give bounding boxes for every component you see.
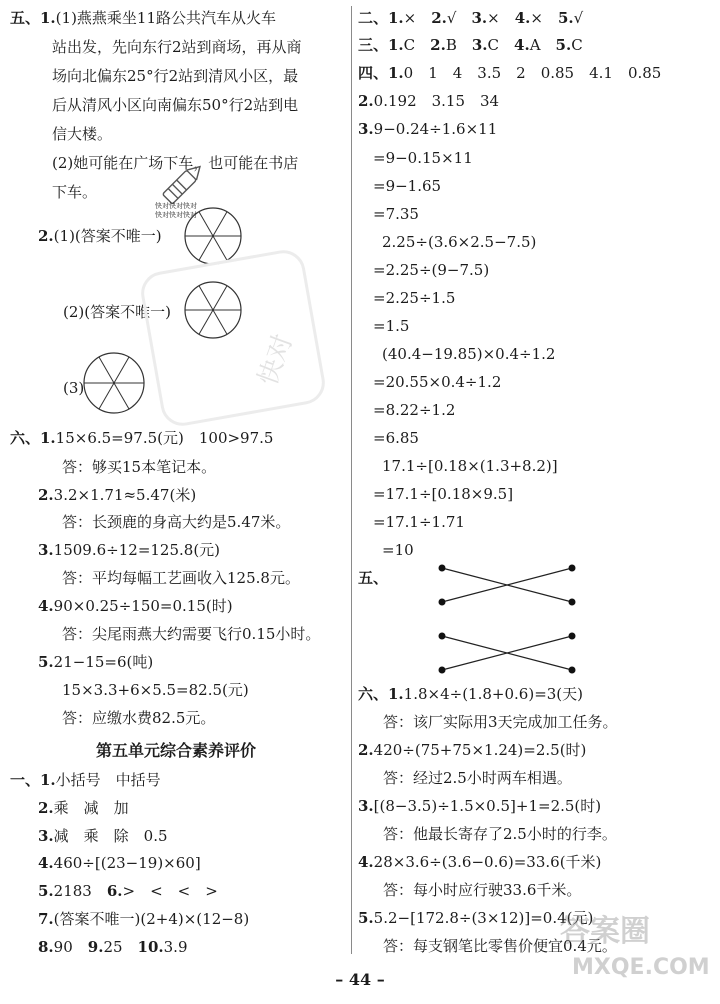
answer-text: 15×6.5=97.5(元) 100>97.5 xyxy=(55,429,274,447)
answer-line xyxy=(373,204,419,224)
circle-divided-in-six xyxy=(185,208,241,264)
answer-text: =2.25÷(9−7.5) xyxy=(373,261,490,279)
page-number: – 44 – xyxy=(335,970,385,989)
answer-text: (2)她可能在广场下车，也可能在书店 xyxy=(52,154,299,172)
question-number: 6. xyxy=(106,882,123,900)
answer-text: 3.2×1.71≈5.47(米) xyxy=(53,486,197,504)
answer-line xyxy=(373,260,489,280)
question-number: 5. xyxy=(38,653,54,671)
answer-text: =17.1÷1.71 xyxy=(373,513,465,531)
answer-text: (1)燕燕乘坐11路公共汽车从火车 xyxy=(55,9,277,27)
question-number: 2. xyxy=(38,486,54,504)
corner-watermark-title: 答案圈 xyxy=(560,914,650,949)
question-number: 9. xyxy=(87,938,104,956)
answer-text: × xyxy=(530,9,558,27)
question-number: 2. xyxy=(38,227,54,245)
question-number: 2. xyxy=(38,799,54,817)
answer-line xyxy=(373,512,465,532)
answer-text: 9−0.24÷1.6×11 xyxy=(373,120,498,138)
answer-line xyxy=(373,372,501,392)
answer-text: =2.25÷1.5 xyxy=(373,289,456,307)
matching-diagram xyxy=(420,560,600,680)
answer-line xyxy=(358,63,661,83)
answer-line xyxy=(358,119,497,139)
answer-text: C xyxy=(403,36,431,54)
answer-text: 乘 减 加 xyxy=(53,799,129,817)
corner-watermark-url: MXQE.COM xyxy=(572,955,710,980)
answer-text: 90×0.25÷150=0.15(时) xyxy=(53,597,233,615)
answer-line xyxy=(382,344,555,364)
answer-text: 90 xyxy=(53,938,88,956)
answer-text: 答：每小时应行驶33.6千米。 xyxy=(383,881,582,899)
answer-text: =10 xyxy=(382,541,414,559)
answer-line xyxy=(358,796,601,816)
answer-text: (1)(答案不唯一) xyxy=(53,227,162,245)
answer-line xyxy=(382,232,536,252)
answer-line xyxy=(373,316,409,336)
question-number: 2. xyxy=(430,36,446,54)
answer-line xyxy=(383,768,572,788)
answer-text: 28×3.6÷(3.6−0.6)=33.6(千米) xyxy=(373,853,602,871)
answer-text: × xyxy=(487,9,515,27)
answer-text: 21−15=6(吨) xyxy=(53,653,154,671)
question-number: 三、1. xyxy=(358,36,404,54)
answer-text: =17.1÷[0.18×9.5] xyxy=(373,485,514,503)
question-number: 3. xyxy=(38,541,54,559)
answer-line xyxy=(358,91,499,111)
question-number: 五、1. xyxy=(10,9,56,27)
question-number: 4. xyxy=(358,853,374,871)
question-number: 5. xyxy=(38,882,54,900)
answer-text: 减 乘 除 0.5 xyxy=(53,827,168,845)
match-dot xyxy=(569,667,576,674)
answer-line xyxy=(358,684,583,704)
answer-text: 2.25÷(3.6×2.5−7.5) xyxy=(382,233,537,251)
answer-text: (3) xyxy=(63,379,85,397)
answer-text: 1.8×4÷(1.8+0.6)=3(天) xyxy=(403,685,584,703)
answer-line xyxy=(383,712,618,732)
question-number: 2. xyxy=(431,9,447,27)
answer-text: 信大楼。 xyxy=(52,125,113,143)
question-number: 3. xyxy=(358,797,374,815)
answer-text: 答：该厂实际用3天完成加工任务。 xyxy=(383,713,618,731)
answer-text: 2183 xyxy=(53,882,107,900)
answer-text: × xyxy=(403,9,432,27)
question-number: 四、1. xyxy=(358,64,404,82)
answer-text: (40.4−19.85)×0.4÷1.2 xyxy=(382,345,556,363)
answer-text: [(8−3.5)÷1.5×0.5]+1=2.5(时) xyxy=(373,797,602,815)
answer-text: √ xyxy=(446,9,472,27)
answer-text: 1509.6÷12=125.8(元) xyxy=(53,541,221,559)
answer-text: √ xyxy=(573,9,584,27)
answer-text: 小括号 中括号 xyxy=(55,771,161,789)
question-number: 二、1. xyxy=(358,9,404,27)
answer-text: 后从清风小区向南偏东50°行2站到电 xyxy=(52,96,299,114)
question-number: 4. xyxy=(514,9,531,27)
question-number: 5. xyxy=(358,909,374,927)
answer-line xyxy=(373,400,455,420)
answer-text: =9−1.65 xyxy=(373,177,442,195)
answer-text: 460÷[(23−19)×60] xyxy=(53,854,201,872)
answer-text: 0 1 4 3.5 2 0.85 4.1 0.85 xyxy=(403,64,662,82)
match-dot xyxy=(439,633,446,640)
answer-text: 0.192 3.15 34 xyxy=(373,92,500,110)
answer-line xyxy=(358,908,593,928)
question-number: 8. xyxy=(38,938,54,956)
answer-line xyxy=(358,8,583,28)
answer-text: (2)(答案不唯一) xyxy=(63,303,171,321)
match-dot xyxy=(569,633,576,640)
question-number: 一、1. xyxy=(10,771,56,789)
answer-line xyxy=(358,568,388,588)
answer-text: 下车。 xyxy=(52,183,98,201)
answer-line xyxy=(373,176,441,196)
answer-text: =8.22÷1.2 xyxy=(373,401,456,419)
answer-line xyxy=(383,824,617,844)
answer-line xyxy=(358,852,601,872)
answer-text: =6.85 xyxy=(373,429,419,447)
answer-text: (答案不唯一)(2+4)×(12−8) xyxy=(53,910,250,928)
circle-divided-in-six xyxy=(84,353,144,413)
question-number: 10. xyxy=(137,938,164,956)
answer-text: 答：平均每幅工艺画收入125.8元。 xyxy=(62,569,300,587)
answer-text: 场向北偏东25°行2站到清风小区，最 xyxy=(52,67,299,85)
answer-text: 15×3.3+6×5.5=82.5(元) xyxy=(62,681,249,699)
question-number: 5. xyxy=(557,9,574,27)
match-dot xyxy=(439,599,446,606)
answer-text: 25 xyxy=(103,938,138,956)
answer-line xyxy=(358,740,586,760)
question-number: 六、1. xyxy=(10,429,56,447)
answer-line xyxy=(382,540,414,560)
answer-line xyxy=(373,288,455,308)
question-number: 3. xyxy=(358,120,374,138)
question-number: 4. xyxy=(38,597,54,615)
question-number: 六、1. xyxy=(358,685,404,703)
question-number: 3. xyxy=(38,827,54,845)
question-number: 2. xyxy=(358,741,374,759)
question-number: 7. xyxy=(38,910,54,928)
answer-text: 站出发，先向东行2站到商场，再从商 xyxy=(52,38,302,56)
section-title: 第五单元综合素养评价 xyxy=(96,741,257,760)
answer-text: =7.35 xyxy=(373,205,419,223)
answer-line xyxy=(358,35,583,55)
answer-line xyxy=(382,456,558,476)
question-number: 3. xyxy=(471,9,488,27)
answer-text: 答：他最长寄存了2.5小时的行李。 xyxy=(383,825,617,843)
answer-text: 420÷(75+75×1.24)=2.5(时) xyxy=(373,741,587,759)
watermark-logo xyxy=(138,247,329,429)
answer-line xyxy=(373,428,419,448)
answer-text: 答：经过2.5小时两车相遇。 xyxy=(383,769,572,787)
question-number: 2. xyxy=(358,92,374,110)
answer-text: 17.1÷[0.18×(1.3+8.2)] xyxy=(382,457,558,475)
answer-text: =20.55×0.4÷1.2 xyxy=(373,373,502,391)
answer-text: > < < > xyxy=(122,882,218,900)
answer-text: C xyxy=(487,36,515,54)
watermark-text: 快对 xyxy=(253,330,299,390)
stamp-text-line: 快对快对快对 xyxy=(155,202,197,210)
question-number: 3. xyxy=(471,36,488,54)
answer-text: =1.5 xyxy=(373,317,410,335)
answer-line xyxy=(373,484,513,504)
stamp-text-line: 快对快对快对 xyxy=(155,211,197,219)
answer-text: C xyxy=(571,36,583,54)
answer-text: 3.9 xyxy=(163,938,188,956)
answer-line xyxy=(373,148,473,168)
answer-line xyxy=(383,880,581,900)
answer-text: 答：应缴水费82.5元。 xyxy=(62,709,216,727)
answer-text: 答：够买15本笔记本。 xyxy=(62,458,217,476)
answer-text: =9−0.15×11 xyxy=(373,149,473,167)
question-number: 五、 xyxy=(358,569,389,587)
answer-text: B xyxy=(445,36,472,54)
match-dot xyxy=(569,599,576,606)
answer-text: 答：每支钢笔比零售价便宜0.4元。 xyxy=(383,937,617,955)
answer-text: 答：尖尾雨燕大约需要飞行0.15小时。 xyxy=(62,625,321,643)
answer-text: 答：长颈鹿的身高大约是5.47米。 xyxy=(62,513,291,531)
match-dot xyxy=(439,565,446,572)
answer-text: A xyxy=(529,36,556,54)
match-dot xyxy=(569,565,576,572)
question-number: 4. xyxy=(38,854,54,872)
question-number: 5. xyxy=(555,36,572,54)
question-number: 4. xyxy=(514,36,530,54)
answer-text: 5.2−[172.8÷(3×12)]=0.4(元) xyxy=(373,909,594,927)
match-dot xyxy=(439,667,446,674)
